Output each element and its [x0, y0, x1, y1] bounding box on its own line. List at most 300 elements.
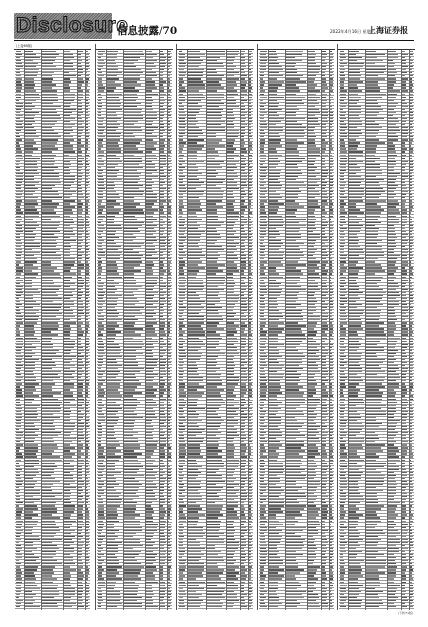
- cell-text: [179, 353, 187, 354]
- cell-text: [42, 316, 57, 317]
- cell-text: [308, 328, 315, 329]
- cell-text: [249, 341, 253, 342]
- cell-text: [107, 234, 116, 235]
- cell-text: [241, 252, 244, 253]
- cell-text: [188, 578, 196, 579]
- cell-text: [168, 97, 171, 98]
- cell-text: [107, 84, 121, 85]
- cell-text: [249, 533, 251, 534]
- cell-text: [322, 197, 328, 198]
- cell-text: [86, 496, 89, 497]
- cell-text: [78, 456, 82, 457]
- cell-text: [241, 148, 246, 149]
- cell-text: [86, 456, 88, 457]
- cell-text: [322, 103, 327, 104]
- cell-text: [260, 441, 267, 442]
- cell-text: [86, 386, 88, 387]
- cell-text: [322, 191, 328, 192]
- cell-text: [179, 81, 185, 82]
- cell-text: [227, 414, 238, 415]
- cell-text: [207, 563, 217, 564]
- cell-text: [286, 270, 301, 271]
- cell-text: [86, 78, 89, 79]
- cell-text: [249, 66, 251, 67]
- cell-text: [241, 429, 245, 430]
- cell-text: [241, 222, 248, 223]
- cell-text: [207, 490, 221, 491]
- cell-text: [42, 151, 53, 152]
- cell-text: [78, 453, 84, 454]
- cell-text: [124, 423, 134, 424]
- cell-text: [330, 142, 332, 143]
- cell-text: [260, 225, 268, 226]
- cell-text: [286, 472, 301, 473]
- cell-text: [188, 167, 199, 168]
- cell-text: [260, 517, 267, 518]
- cell-text: [146, 444, 158, 445]
- cell-text: [249, 228, 252, 229]
- cell-text: [146, 374, 159, 375]
- cell-text: [98, 395, 104, 396]
- cell-text: [330, 264, 333, 265]
- cell-text: [322, 209, 326, 210]
- cell-text: [78, 54, 82, 55]
- cell-text: [146, 307, 158, 308]
- cell-text: [286, 182, 304, 183]
- cell-text: [98, 514, 105, 515]
- cell-text: [322, 121, 329, 122]
- cell-text: [227, 405, 235, 406]
- cell-text: [124, 206, 137, 207]
- cell-text: [330, 508, 332, 509]
- cell-text: [107, 511, 118, 512]
- cell-text: [188, 115, 196, 116]
- cell-text: [168, 557, 171, 558]
- cell-text: [179, 377, 183, 378]
- cell-text: [16, 63, 22, 64]
- cell-text: [64, 292, 72, 293]
- cell-text: [241, 441, 245, 442]
- cell-text: [286, 438, 296, 439]
- cell-text: [78, 566, 83, 567]
- cell-text: [207, 191, 225, 192]
- cell-text: [98, 386, 102, 387]
- cell-text: [227, 466, 239, 467]
- cell-text: [160, 225, 164, 226]
- cell-text: [241, 167, 246, 168]
- cell-text: [179, 472, 183, 473]
- cell-text: [64, 60, 70, 61]
- cell-text: [188, 100, 202, 101]
- cell-text: [160, 395, 163, 396]
- cell-text: [160, 234, 164, 235]
- cell-text: [188, 426, 199, 427]
- cell-text: [188, 231, 206, 232]
- cell-text: [322, 365, 326, 366]
- cell-text: [107, 270, 117, 271]
- cell-text: [42, 603, 57, 604]
- cell-text: [124, 356, 137, 357]
- cell-text: [330, 331, 333, 332]
- cell-text: [98, 225, 104, 226]
- cell-text: [98, 142, 102, 143]
- cell-text: [188, 402, 198, 403]
- cell-text: [227, 533, 234, 534]
- cell-text: [124, 472, 137, 473]
- cell-text: [124, 453, 143, 454]
- cell-text: [286, 139, 297, 140]
- cell-text: [16, 426, 22, 427]
- cell-text: [227, 591, 235, 592]
- cell-text: [78, 402, 85, 403]
- cell-text: [78, 161, 82, 162]
- cell-text: [188, 511, 199, 512]
- cell-text: [160, 597, 165, 598]
- cell-text: [25, 578, 36, 579]
- cell-text: [124, 514, 140, 515]
- cell-text: [249, 112, 251, 113]
- cell-text: [168, 588, 171, 589]
- cell-text: [207, 151, 218, 152]
- cell-text: [42, 472, 54, 473]
- cell-text: [286, 176, 298, 177]
- cell-text: [146, 130, 155, 131]
- cell-text: [249, 356, 252, 357]
- cell-text: [25, 514, 39, 515]
- cell-text: [160, 212, 165, 213]
- cell-text: [179, 191, 186, 192]
- cell-text: [227, 121, 234, 122]
- cell-text: [260, 527, 267, 528]
- cell-text: [227, 109, 234, 110]
- cell-text: [16, 380, 22, 381]
- cell-text: [168, 273, 172, 274]
- cell-text: [249, 164, 251, 165]
- cell-text: [16, 121, 24, 122]
- cell-text: [188, 585, 200, 586]
- cell-text: [42, 295, 58, 296]
- cell-text: [207, 578, 222, 579]
- cell-text: [308, 426, 321, 427]
- cell-text: [86, 84, 88, 85]
- cell-text: [188, 395, 203, 396]
- cell-text: [78, 469, 83, 470]
- cell-text: [160, 438, 167, 439]
- cell-text: [42, 170, 54, 171]
- cell-text: [42, 569, 53, 570]
- cell-text: [25, 527, 33, 528]
- cell-text: [179, 524, 183, 525]
- cell-text: [269, 334, 278, 335]
- cell-text: [98, 341, 104, 342]
- cell-text: [227, 209, 235, 210]
- cell-text: [64, 383, 74, 384]
- cell-text: [322, 216, 325, 217]
- cell-text: [179, 371, 184, 372]
- cell-text: [249, 460, 252, 461]
- cell-text: [330, 130, 334, 131]
- cell-text: [227, 502, 238, 503]
- cell-text: [16, 164, 20, 165]
- cell-text: [146, 527, 158, 528]
- cell-text: [227, 334, 234, 335]
- cell-text: [124, 582, 136, 583]
- cell-text: [16, 423, 22, 424]
- cell-text: [188, 432, 202, 433]
- cell-text: [42, 456, 60, 457]
- cell-text: [249, 453, 251, 454]
- cell-text: [25, 75, 37, 76]
- cell-text: [25, 316, 40, 317]
- cell-text: [64, 87, 70, 88]
- cell-text: [330, 109, 332, 110]
- cell-text: [86, 569, 89, 570]
- cell-text: [322, 310, 325, 311]
- cell-text: [286, 234, 301, 235]
- cell-text: [160, 103, 164, 104]
- cell-text: [286, 402, 306, 403]
- cell-text: [78, 463, 84, 464]
- cell-text: [78, 536, 84, 537]
- cell-text: [160, 158, 166, 159]
- cell-text: [42, 133, 58, 134]
- cell-text: [249, 575, 252, 576]
- cell-text: [64, 316, 75, 317]
- cell-text: [168, 164, 170, 165]
- cell-text: [160, 164, 166, 165]
- cell-text: [308, 414, 318, 415]
- cell-text: [107, 103, 121, 104]
- cell-text: [188, 304, 201, 305]
- cell-text: [188, 176, 197, 177]
- cell-text: [168, 508, 172, 509]
- cell-text: [260, 249, 265, 250]
- cell-text: [260, 478, 264, 479]
- cell-text: [42, 414, 53, 415]
- cell-text: [260, 63, 266, 64]
- cell-text: [16, 386, 20, 387]
- cell-text: [168, 362, 171, 363]
- cell-text: [64, 368, 71, 369]
- cell-text: [107, 188, 114, 189]
- cell-text: [107, 249, 119, 250]
- cell-text: [269, 365, 285, 366]
- cell-text: [260, 206, 266, 207]
- cell-text: [160, 255, 164, 256]
- cell-text: [42, 331, 51, 332]
- cell-text: [227, 493, 236, 494]
- cell-text: [124, 155, 134, 156]
- cell-text: [269, 338, 278, 339]
- cell-text: [64, 121, 71, 122]
- cell-text: [260, 158, 266, 159]
- cell-text: [188, 246, 200, 247]
- cell-text: [322, 453, 327, 454]
- cell-text: [322, 466, 328, 467]
- cell-text: [260, 145, 264, 146]
- cell-text: [78, 344, 81, 345]
- cell-text: [107, 408, 122, 409]
- cell-text: [78, 588, 83, 589]
- cell-text: [260, 124, 268, 125]
- cell-text: [188, 200, 200, 201]
- cell-text: [207, 109, 223, 110]
- cell-text: [308, 124, 320, 125]
- cell-text: [86, 307, 89, 308]
- cell-text: [207, 164, 221, 165]
- cell-text: [78, 466, 83, 467]
- cell-text: [179, 289, 186, 290]
- cell-text: [207, 161, 224, 162]
- cell-text: [78, 578, 83, 579]
- cell-text: [227, 87, 234, 88]
- cell-text: [260, 514, 264, 515]
- cell-text: [179, 341, 186, 342]
- cell-text: [330, 301, 333, 302]
- cell-text: [286, 258, 300, 259]
- cell-text: [146, 585, 153, 586]
- cell-text: [168, 545, 171, 546]
- cell-text: [168, 402, 171, 403]
- cell-text: [86, 533, 90, 534]
- cell-text: [322, 371, 328, 372]
- disclosure-logo: [14, 13, 129, 39]
- cell-text: [322, 51, 327, 52]
- cell-text: [146, 456, 152, 457]
- cell-text: [286, 450, 305, 451]
- cell-text: [64, 389, 71, 390]
- cell-text: [188, 456, 203, 457]
- cell-text: [249, 383, 252, 384]
- cell-text: [260, 389, 268, 390]
- cell-text: [322, 54, 327, 55]
- cell-text: [260, 136, 264, 137]
- cell-text: [98, 264, 102, 265]
- cell-text: [98, 411, 102, 412]
- cell-text: [286, 277, 301, 278]
- cell-text: [207, 533, 224, 534]
- cell-text: [227, 54, 238, 55]
- cell-text: [86, 57, 89, 58]
- cell-text: [286, 289, 307, 290]
- cell-text: [146, 176, 159, 177]
- cell-text: [249, 170, 252, 171]
- cell-text: [124, 231, 141, 232]
- cell-text: [16, 127, 23, 128]
- cell-text: [168, 521, 170, 522]
- cell-text: [188, 463, 197, 464]
- cell-text: [42, 563, 63, 564]
- cell-text: [107, 69, 119, 70]
- cell-text: [168, 286, 171, 287]
- cell-text: [188, 572, 202, 573]
- cell-text: [78, 600, 83, 601]
- cell-text: [146, 517, 153, 518]
- cell-text: [330, 127, 332, 128]
- cell-text: [330, 225, 334, 226]
- cell-text: [160, 249, 166, 250]
- cell-text: [207, 243, 216, 244]
- cell-text: [107, 386, 121, 387]
- cell-text: [179, 206, 184, 207]
- cell-text: [207, 508, 223, 509]
- cell-text: [124, 395, 133, 396]
- cell-text: [227, 231, 236, 232]
- cell-text: [78, 249, 82, 250]
- cell-text: [207, 222, 224, 223]
- cell-text: [249, 560, 251, 561]
- cell-text: [188, 441, 203, 442]
- cell-text: [42, 511, 58, 512]
- cell-text: [124, 145, 137, 146]
- cell-text: [64, 338, 71, 339]
- cell-text: [98, 298, 104, 299]
- cell-text: [249, 350, 251, 351]
- cell-text: [25, 444, 39, 445]
- cell-text: [241, 542, 246, 543]
- cell-text: [107, 136, 120, 137]
- cell-text: [160, 87, 165, 88]
- cell-text: [124, 585, 140, 586]
- cell-text: [86, 216, 89, 217]
- cell-text: [260, 237, 265, 238]
- cell-text: [78, 289, 82, 290]
- cell-text: [330, 243, 332, 244]
- cell-text: [86, 377, 89, 378]
- cell-text: [179, 408, 184, 409]
- cell-text: [124, 237, 136, 238]
- cell-text: [179, 313, 184, 314]
- cell-text: [78, 325, 81, 326]
- cell-text: [86, 228, 88, 229]
- column-2: [95, 44, 173, 610]
- cell-text: [330, 377, 334, 378]
- cell-text: [25, 158, 40, 159]
- cell-text: [160, 118, 163, 119]
- cell-text: [249, 155, 252, 156]
- cell-text: [308, 261, 321, 262]
- cell-text: [78, 112, 84, 113]
- cell-text: [78, 103, 82, 104]
- cell-text: [160, 399, 166, 400]
- cell-text: [160, 203, 163, 204]
- cell-text: [227, 456, 235, 457]
- cell-text: [260, 164, 264, 165]
- cell-text: [322, 185, 326, 186]
- cell-text: [78, 472, 83, 473]
- cell-text: [308, 371, 321, 372]
- cell-text: [16, 176, 24, 177]
- cell-text: [249, 514, 252, 515]
- cell-text: [168, 127, 170, 128]
- cell-text: [286, 377, 299, 378]
- cell-text: [160, 450, 165, 451]
- cell-text: [146, 399, 153, 400]
- cell-text: [16, 136, 20, 137]
- cell-text: [98, 158, 102, 159]
- cell-text: [241, 87, 246, 88]
- cell-text: [16, 219, 22, 220]
- cell-text: [188, 322, 204, 323]
- cell-text: [241, 283, 245, 284]
- cell-text: [322, 237, 328, 238]
- cell-text: [269, 331, 283, 332]
- cell-text: [42, 533, 56, 534]
- cell-text: [227, 399, 235, 400]
- cell-text: [124, 383, 141, 384]
- cell-text: [188, 569, 204, 570]
- cell-text: [322, 420, 327, 421]
